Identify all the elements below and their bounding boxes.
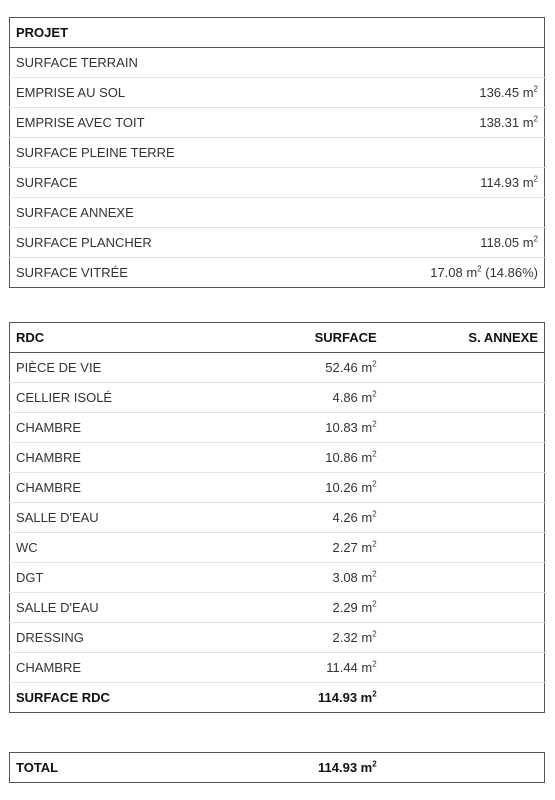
rdc-row-label: SALLE D'EAU [10,503,278,533]
rdc-row-annexe [395,383,545,413]
rdc-row-annexe [395,413,545,443]
total-row [10,753,545,783]
rdc-row-surface [277,593,395,623]
projet-row [10,168,545,198]
projet-row-value [331,168,545,198]
projet-row-value [331,198,545,228]
projet-row [10,258,545,288]
rdc-row-surface-value: 10.26 $m^2$ [325,479,377,496]
projet-row-value [331,258,545,288]
projet-row [10,78,545,108]
projet-row-value [331,48,545,78]
rdc-subtotal-label: SURFACE RDC [10,683,278,713]
projet-title: PROJET [10,18,545,48]
rdc-row [10,503,545,533]
rdc-row-surface-value: 4.26 $m^2$ [332,509,377,526]
rdc-row [10,593,545,623]
rdc-row [10,383,545,413]
rdc-row [10,533,545,563]
rdc-header-surface: SURFACE [277,323,395,353]
rdc-row-surface [277,653,395,683]
rdc-row-surface [277,353,395,383]
projet-header-row [10,18,545,48]
rdc-subtotal-annexe [395,683,545,713]
rdc-row-surface-value: 11.44 $m^2$ [326,659,377,676]
rdc-row [10,413,545,443]
rdc-row-surface-value: 2.32 $m^2$ [332,629,377,646]
rdc-row [10,653,545,683]
rdc-row-label: CHAMBRE [10,443,278,473]
projet-row-value-value: 136.45 $m^2$ [479,84,538,101]
rdc-header-room: RDC [10,323,278,353]
rdc-row-label: DRESSING [10,623,278,653]
rdc-row-surface-value: 52.46 $m^2$ [325,359,377,376]
projet-row-label: EMPRISE AU SOL [10,78,331,108]
rdc-row [10,473,545,503]
rdc-row-label: CHAMBRE [10,473,278,503]
rdc-subtotal-surface-value: 114.93 $m^2$ [318,689,377,706]
rdc-row-surface-value: 2.29 $m^2$ [332,599,377,616]
rdc-row-label: SALLE D'EAU [10,593,278,623]
rdc-row-surface [277,383,395,413]
rdc-table-body [10,323,545,713]
rdc-subtotal-surface [277,683,395,713]
rdc-row-label: DGT [10,563,278,593]
rdc-row [10,443,545,473]
rdc-header-annexe: S. ANNEXE [395,323,545,353]
projet-table-body [10,18,545,288]
rdc-row-annexe [395,653,545,683]
projet-row [10,138,545,168]
projet-row-label: SURFACE [10,168,331,198]
rdc-row-surface [277,623,395,653]
projet-row-label: SURFACE ANNEXE [10,198,331,228]
total-surface [277,753,395,783]
rdc-row-label: CHAMBRE [10,653,278,683]
projet-row-label: SURFACE PLANCHER [10,228,331,258]
projet-row [10,228,545,258]
projet-table [9,17,545,288]
rdc-header-row [10,323,545,353]
rdc-row-annexe [395,503,545,533]
projet-row-value-value: 118.05 $m^2$ [480,234,538,251]
rdc-row-label: CHAMBRE [10,413,278,443]
projet-row-label: SURFACE VITRÉE [16,265,128,280]
projet-row-value-value: 138.31 $m^2$ [479,114,538,131]
rdc-row-surface [277,413,395,443]
total-surface-value: 114.93 $m^2$ [318,759,377,776]
projet-row-value [331,138,545,168]
rdc-row-surface [277,503,395,533]
projet-row-value-value: 17.08 $m^2$ (14.86%) [430,264,538,281]
rdc-row-surface-value: 10.83 $m^2$ [325,419,377,436]
projet-row [10,48,545,78]
rdc-row-surface-value: 4.86 $m^2$ [332,389,377,406]
projet-row-value-value: 114.93 $m^2$ [480,174,538,191]
projet-row-label: SURFACE PLEINE TERRE [10,138,331,168]
rdc-row-label: PIÈCE DE VIE [10,353,278,383]
total-table [9,752,545,783]
rdc-row-surface [277,533,395,563]
rdc-row [10,563,545,593]
total-annexe [395,753,545,783]
projet-row-label: SURFACE TERRAIN [10,48,331,78]
projet-row-value [331,78,545,108]
rdc-row-label: WC [10,533,278,563]
rdc-row-annexe [395,563,545,593]
rdc-row-label: CELLIER ISOLÉ [10,383,278,413]
rdc-row-surface-value: 10.86 $m^2$ [325,449,377,466]
rdc-row-surface [277,443,395,473]
rdc-row-surface-value: 2.27 $m^2$ [332,539,377,556]
projet-row-value [331,228,545,258]
rdc-row-surface-value: 3.08 $m^2$ [332,569,377,586]
rdc-row-annexe [395,533,545,563]
total-label: TOTAL [16,760,59,775]
rdc-row-annexe [395,623,545,653]
rdc-row-annexe [395,443,545,473]
rdc-subtotal-row [10,683,545,713]
projet-row-value [331,108,545,138]
rdc-table [9,322,545,713]
rdc-row [10,353,545,383]
projet-row [10,108,545,138]
rdc-row-surface [277,473,395,503]
rdc-row-surface [277,563,395,593]
rdc-row-annexe [395,593,545,623]
projet-row [10,198,545,228]
projet-row-label: EMPRISE AVEC TOIT [10,108,331,138]
rdc-row-annexe [395,473,545,503]
rdc-row-annexe [395,353,545,383]
rdc-row [10,623,545,653]
